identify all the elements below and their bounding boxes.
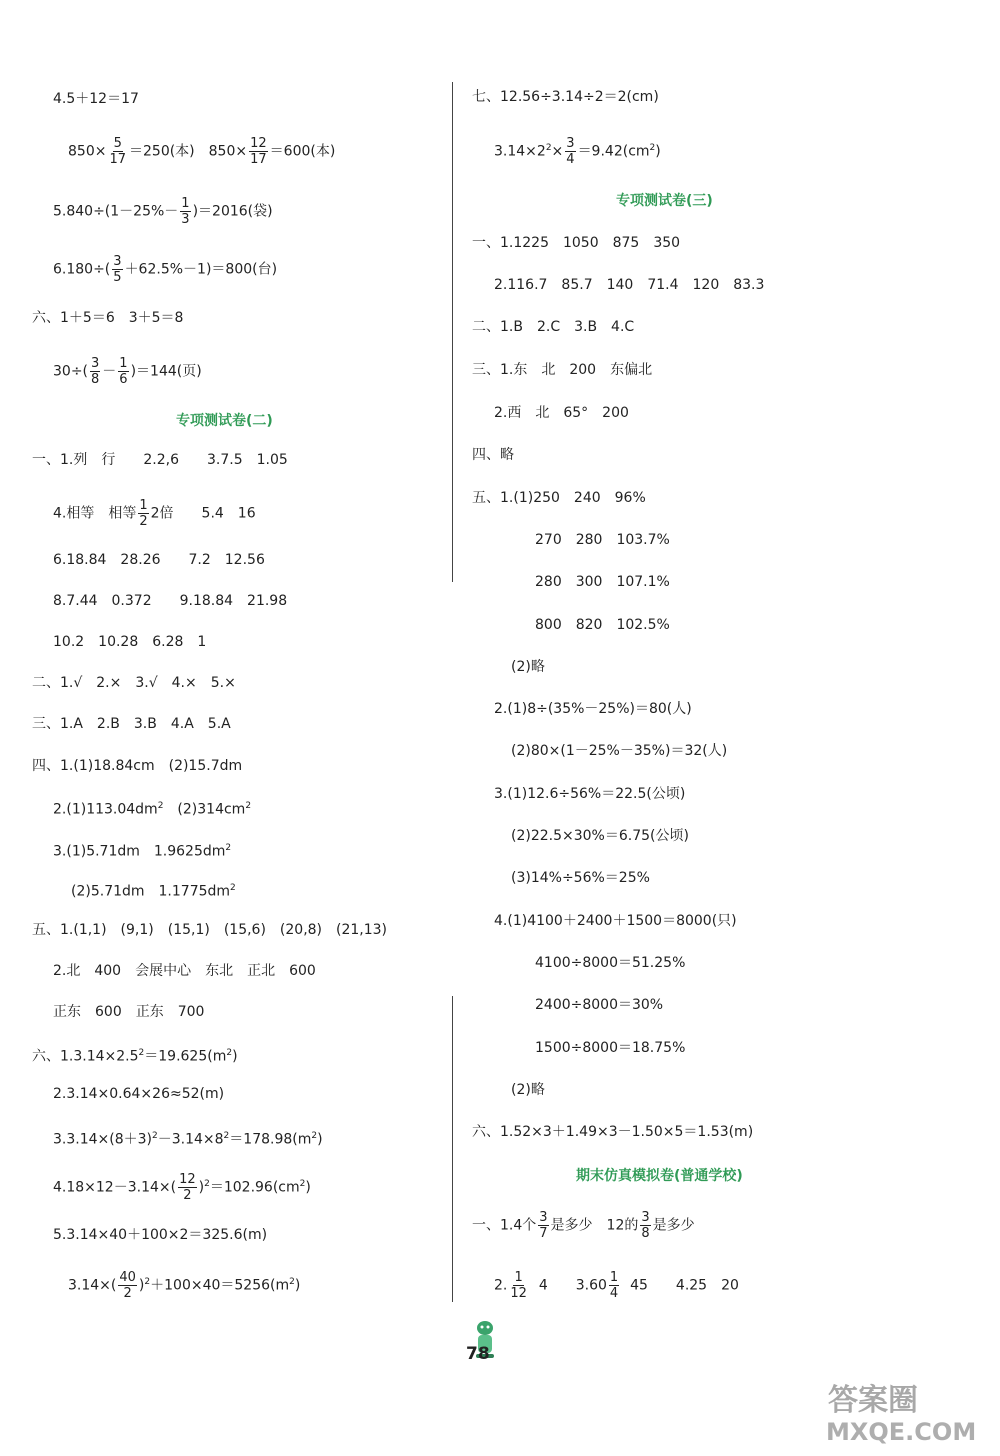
answer-line: 2.(1)8÷(35%－25%)＝80(人): [494, 701, 692, 717]
answer-line: 270 280 103.7%: [535, 532, 670, 548]
fraction: $\frac{40}{2}$: [119, 1270, 136, 1301]
fraction: $\frac{5}{17}$: [109, 136, 126, 167]
answer-line: 4.18×12－3.14×( $\frac{12}{2}$ )$^2=102.96(cm^2)$: [53, 1172, 311, 1203]
fraction: $\frac{12}{2}$: [179, 1172, 196, 1203]
answer-line: (2)5.71dm $1.1775dm^2$: [71, 883, 236, 900]
answer-line: 四、1.(1)18.84cm (2)15.7dm: [32, 758, 243, 774]
fraction: $\frac{12}{17}$: [250, 136, 267, 167]
fraction: $\frac{3}{4}$: [566, 136, 575, 167]
answer-line: 一、1.1225 1050 875 350: [472, 235, 681, 251]
column-divider: [452, 82, 453, 582]
answer-line: 8.7.44 0.372 9.18.84 21.98: [53, 593, 288, 609]
answer-line: 二、1.√ 2.× 3.√ 4.× 5.×: [32, 675, 236, 691]
answer-line: (2)略: [511, 659, 545, 675]
fraction: $\frac{1}{2}$: [139, 498, 148, 529]
answer-line: 六、$1.3.14\times 2.5^2=19.625(m^2)$: [32, 1048, 238, 1065]
answer-line: 3.14×( $\frac{40}{2}$ )$^2+100\times 40=5256(m^2)$: [68, 1270, 301, 1301]
answer-line: 2.116.7 85.7 140 71.4 120 83.3: [494, 277, 765, 293]
fraction: $\frac{1}{4}$: [609, 1270, 619, 1301]
answer-line: (2)22.5×30%＝6.75(公顷): [511, 828, 689, 844]
answer-line: 6.180÷( $\frac{3}{5}$ ＋62.5%－1)＝800(台): [53, 254, 278, 285]
answer-line: 四、略: [472, 447, 514, 463]
answer-line: 五、1.(1)250 240 96%: [472, 490, 646, 506]
fraction: $\frac{3}{7}$: [539, 1210, 548, 1241]
watermark-logo: [820, 1376, 995, 1448]
answer-line: 三、1.东 北 200 东偏北: [472, 362, 653, 378]
section-title: 期末仿真模拟卷(普通学校): [576, 1168, 743, 1184]
fraction: $\frac{3}{8}$: [91, 356, 100, 387]
answer-line: (3)14%÷56%＝25%: [511, 870, 650, 886]
answer-line: 2.北 400 会展中心 东北 正北 600: [53, 963, 316, 979]
answer-line: 1500÷8000＝18.75%: [535, 1040, 686, 1056]
answer-line: 4100÷8000＝51.25%: [535, 955, 686, 971]
fraction: $\frac{1}{6}$: [119, 356, 128, 387]
answer-line: 3.(1)12.6÷56%＝22.5(公顷): [494, 786, 686, 802]
answer-line: 2400÷8000＝30%: [535, 997, 664, 1013]
svg-text:MXQE.COM: MXQE.COM: [826, 1418, 977, 1446]
answer-line: 5.3.14×40＋100×2＝325.6(m): [53, 1227, 268, 1243]
answer-line: 六、1＋5＝6 3＋5＝8: [32, 310, 184, 326]
svg-text:答案圈: 答案圈: [828, 1383, 918, 1418]
answer-line: 正东 600 正东 700: [53, 1004, 205, 1020]
fraction: $\frac{1}{3}$: [181, 196, 190, 227]
answer-line: 三、1.A 2.B 3.B 4.A 5.A: [32, 716, 231, 732]
answer-line: 10.2 10.28 6.28 1: [53, 634, 207, 650]
column-divider-lower: [452, 996, 453, 1302]
page-number: 78: [466, 1344, 490, 1364]
answer-line: 4.(1)4100＋2400＋1500＝8000(只): [494, 913, 737, 929]
answer-line: 850× $\frac{5}{17}$ ＝250(本) 850× $\frac{12}{17}$ ＝600(本): [68, 136, 336, 167]
answer-line: 4.5＋12＝17: [53, 91, 139, 107]
answer-line: 2.3.14×0.64×26≈52(m): [53, 1086, 225, 1102]
answer-line: 2.西 北 65° 200: [494, 405, 629, 421]
answer-line: 一、1.4个 $\frac{3}{7}$ 是多少 12的 $\frac{3}{8}$ 是多少: [472, 1210, 695, 1241]
answer-line: $3.14\times 2^2\times$ $\frac{3}{4}$ $=9.42(cm^2)$: [494, 136, 661, 167]
answer-line: (2)80×(1－25%－35%)＝32(人): [511, 743, 728, 759]
answer-line: 2. $\frac{1}{12}$ 4 3.60 $\frac{1}{4}$ 45 4.25 20: [494, 1270, 739, 1301]
answer-line: 二、1.B 2.C 3.B 4.C: [472, 319, 635, 335]
answer-line: 六、1.52×3＋1.49×3－1.50×5＝1.53(m): [472, 1124, 754, 1140]
fraction: $\frac{3}{5}$: [113, 254, 122, 285]
section-title: 专项测试卷(二): [176, 413, 273, 429]
answer-line: $2.(1)113.04dm^2$ $(2)314cm^2$: [53, 801, 252, 818]
answer-line: 30÷( $\frac{3}{8}$ － $\frac{1}{6}$ )＝144(页): [53, 356, 202, 387]
answer-line: 6.18.84 28.26 7.2 12.56: [53, 552, 265, 568]
left-column: [0, 0, 440, 1330]
answer-line: 800 820 102.5%: [535, 617, 670, 633]
section-title: 专项测试卷(三): [616, 193, 713, 209]
fraction: $\frac{3}{8}$: [641, 1210, 650, 1241]
answer-line: $3.3.14\times(8+3)^2-3.14\times 8^2=178.98(m^2)$: [53, 1131, 323, 1148]
answer-line: 一、1.列 行 2.2,6 3.7.5 1.05: [32, 452, 288, 468]
right-column: [456, 0, 836, 1330]
answer-line: 3.(1)5.71dm $1.9625dm^2$: [53, 843, 232, 860]
answer-line: 七、12.56÷3.14÷2＝2(cm): [472, 89, 659, 105]
answer-line: 4.相等 相等 $\frac{1}{2}$ 2倍 5.4 16: [53, 498, 256, 529]
answer-line: (2)略: [511, 1082, 545, 1098]
answer-line: 280 300 107.1%: [535, 574, 670, 590]
answer-line: 五、1.(1,1) (9,1) (15,1) (15,6) (20,8) (21,13): [32, 922, 388, 938]
answer-line: 5.840÷(1－25%－ $\frac{1}{3}$ )＝2016(袋): [53, 196, 273, 227]
fraction: $\frac{1}{12}$: [510, 1270, 527, 1301]
